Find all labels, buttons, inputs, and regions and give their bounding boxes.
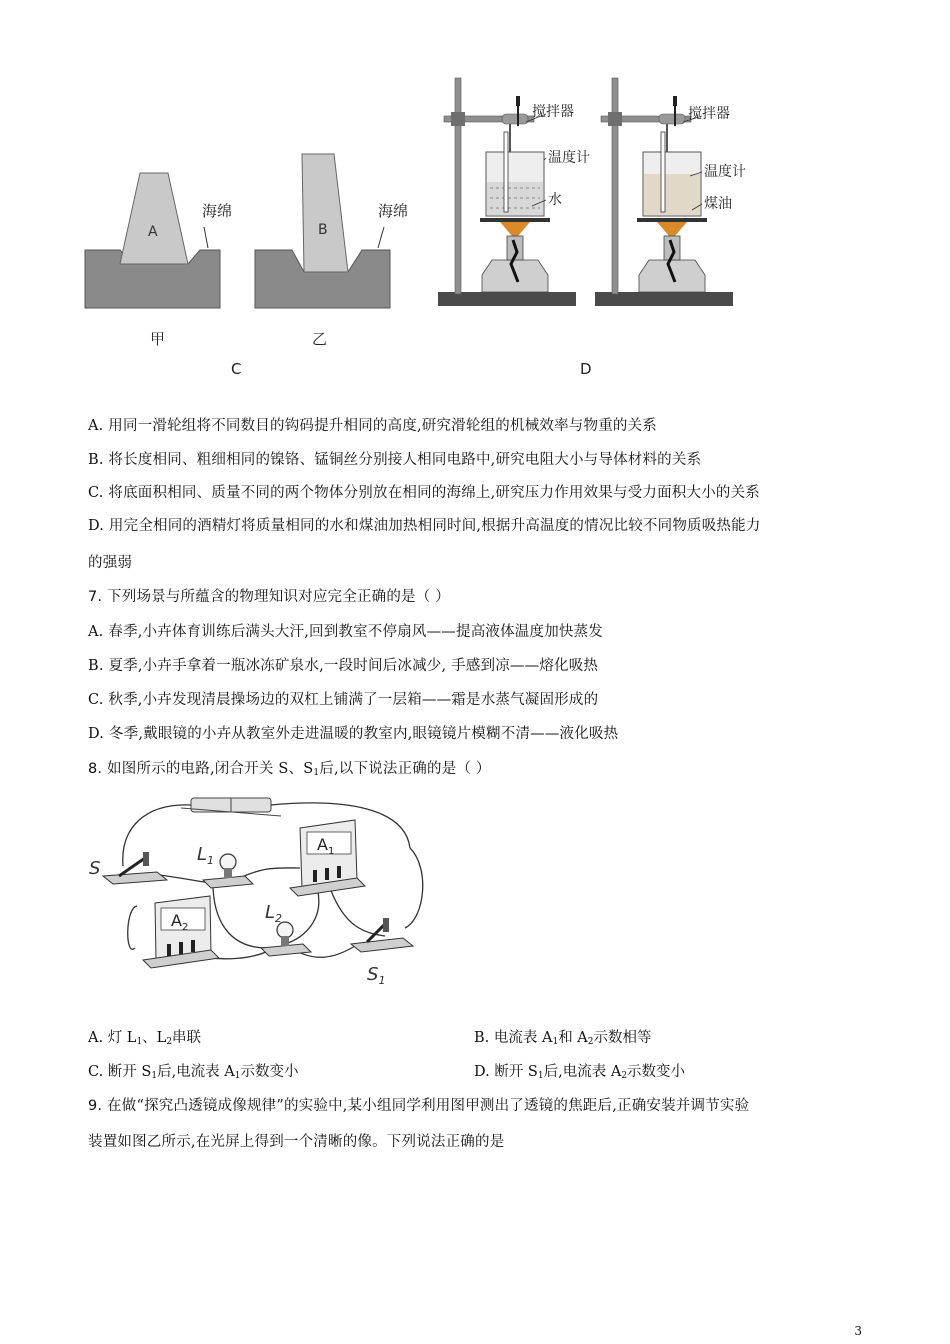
figure-d-heating-diagram: [430, 70, 760, 320]
stirrer-label-1: 搅拌器: [532, 104, 574, 120]
q8-option-c: C. 断开 $S_1$后,电流表 $A_1$示数变小: [88, 1064, 299, 1081]
q7-number: 7.: [88, 589, 103, 605]
block-b-label: B: [318, 222, 328, 238]
figure-d-caption: D: [580, 360, 592, 378]
q6-option-a: A. 用同一滑轮组将不同数目的钩码提升相同的高度,研究滑轮组的机械效率与物重的关系: [88, 418, 657, 434]
switch-s: [103, 852, 167, 884]
q6-option-d-line1: D. 用完全相同的酒精灯将质量相同的水和煤油加热相同时间,根据升高温度的情况比较不同物质吸热能力: [88, 518, 761, 534]
q8-stem-sub: 1: [313, 768, 320, 778]
q8-stem-post: 后,以下说法正确的是（ ）: [319, 761, 491, 777]
switch-s-label: S: [89, 858, 101, 879]
lamp-l1-label: $L_1$: [197, 844, 215, 867]
q6-option-c: C. 将底面积相同、质量不同的两个物体分别放在相同的海绵上,研究压力作用效果与受力面积大小的关系: [88, 485, 761, 501]
q8-circuit-diagram: [85, 788, 435, 993]
q6-option-d-line2: 的强弱: [88, 555, 133, 571]
ammeter-a1: [290, 820, 365, 896]
q8-option-d: D. 断开 $S_1$后,电流表 $A_2$示数变小: [474, 1064, 686, 1081]
stirrer-label-2: 搅拌器: [688, 106, 730, 122]
apparatus-water: [438, 78, 590, 306]
block-a: [120, 173, 188, 264]
label-jia: 甲: [150, 330, 166, 348]
q9-line1-text: 在做“探究凸透镜成像规律”的实验中,某小组同学利用图甲测出了透镜的焦距后,正确安装并调节实验: [102, 1098, 750, 1114]
ammeter-a1-label: $A_1$: [317, 835, 335, 857]
sponge-label-1: 海绵: [202, 202, 233, 220]
kerosene-label: 煤油: [704, 196, 732, 212]
ammeter-a2-label: $A_2$: [171, 911, 189, 933]
lamp-l2: [261, 922, 311, 956]
q9-stem-line2: 装置如图乙所示,在光屏上得到一个清晰的像。下列说法正确的是: [88, 1134, 505, 1150]
thermometer-label-2: 温度计: [704, 164, 746, 180]
figure-c-sponge-diagram: [80, 140, 430, 360]
q7-option-d: D. 冬季,戴眼镜的小卉从教室外走进温暖的教室内,眼镜镜片模糊不清——液化吸热: [88, 726, 619, 742]
block-a-label: A: [148, 224, 158, 240]
figure-c-caption: C: [231, 360, 242, 378]
q7-stem-text: 下列场景与所蕴含的物理知识对应完全正确的是（ ）: [102, 589, 450, 605]
q9-number: 9.: [88, 1098, 103, 1114]
apparatus-kerosene: [595, 78, 746, 306]
switch-s1-label: $S_1$: [367, 964, 386, 987]
q8-option-a: A. 灯 $L_1$、$L_2$串联: [88, 1030, 202, 1047]
q9-stem-line1: [88, 1094, 749, 1115]
thermometer-label-1: 温度计: [548, 150, 590, 166]
q7-option-b: B. 夏季,小卉手拿着一瓶冰冻矿泉水,一段时间后冰减少, 手感到凉——熔化吸热: [88, 658, 599, 674]
q6-option-b: B. 将长度相同、粗细相同的镍铬、锰铜丝分别接人相同电路中,研究电阻大小与导体材料的关系: [88, 452, 702, 468]
q8-option-b: B. 电流表 $A_1$和 $A_2$示数相等: [474, 1030, 652, 1047]
q7-stem: [88, 585, 450, 606]
block-b: [302, 154, 348, 272]
page-number: 3: [854, 1324, 862, 1338]
water-label: 水: [548, 192, 562, 208]
sponge-pointer-1: [204, 227, 208, 248]
sponge-pointer-2: [378, 227, 384, 248]
q7-option-a: A. 春季,小卉体育训练后满头大汗,回到教室不停扇风——提高液体温度加快蒸发: [88, 624, 604, 640]
q8-stem-pre: 如图所示的电路,闭合开关 S、S: [102, 761, 314, 777]
q7-option-c: C. 秋季,小卉发现清晨操场边的双杠上铺满了一层箱——霜是水蒸气凝固形成的: [88, 692, 599, 708]
label-yi: 乙: [312, 330, 328, 348]
q8-number: 8.: [88, 761, 103, 777]
q8-stem: [88, 757, 491, 778]
lamp-l2-label: $L_2$: [265, 902, 283, 925]
sponge-label-2: 海绵: [378, 202, 409, 220]
